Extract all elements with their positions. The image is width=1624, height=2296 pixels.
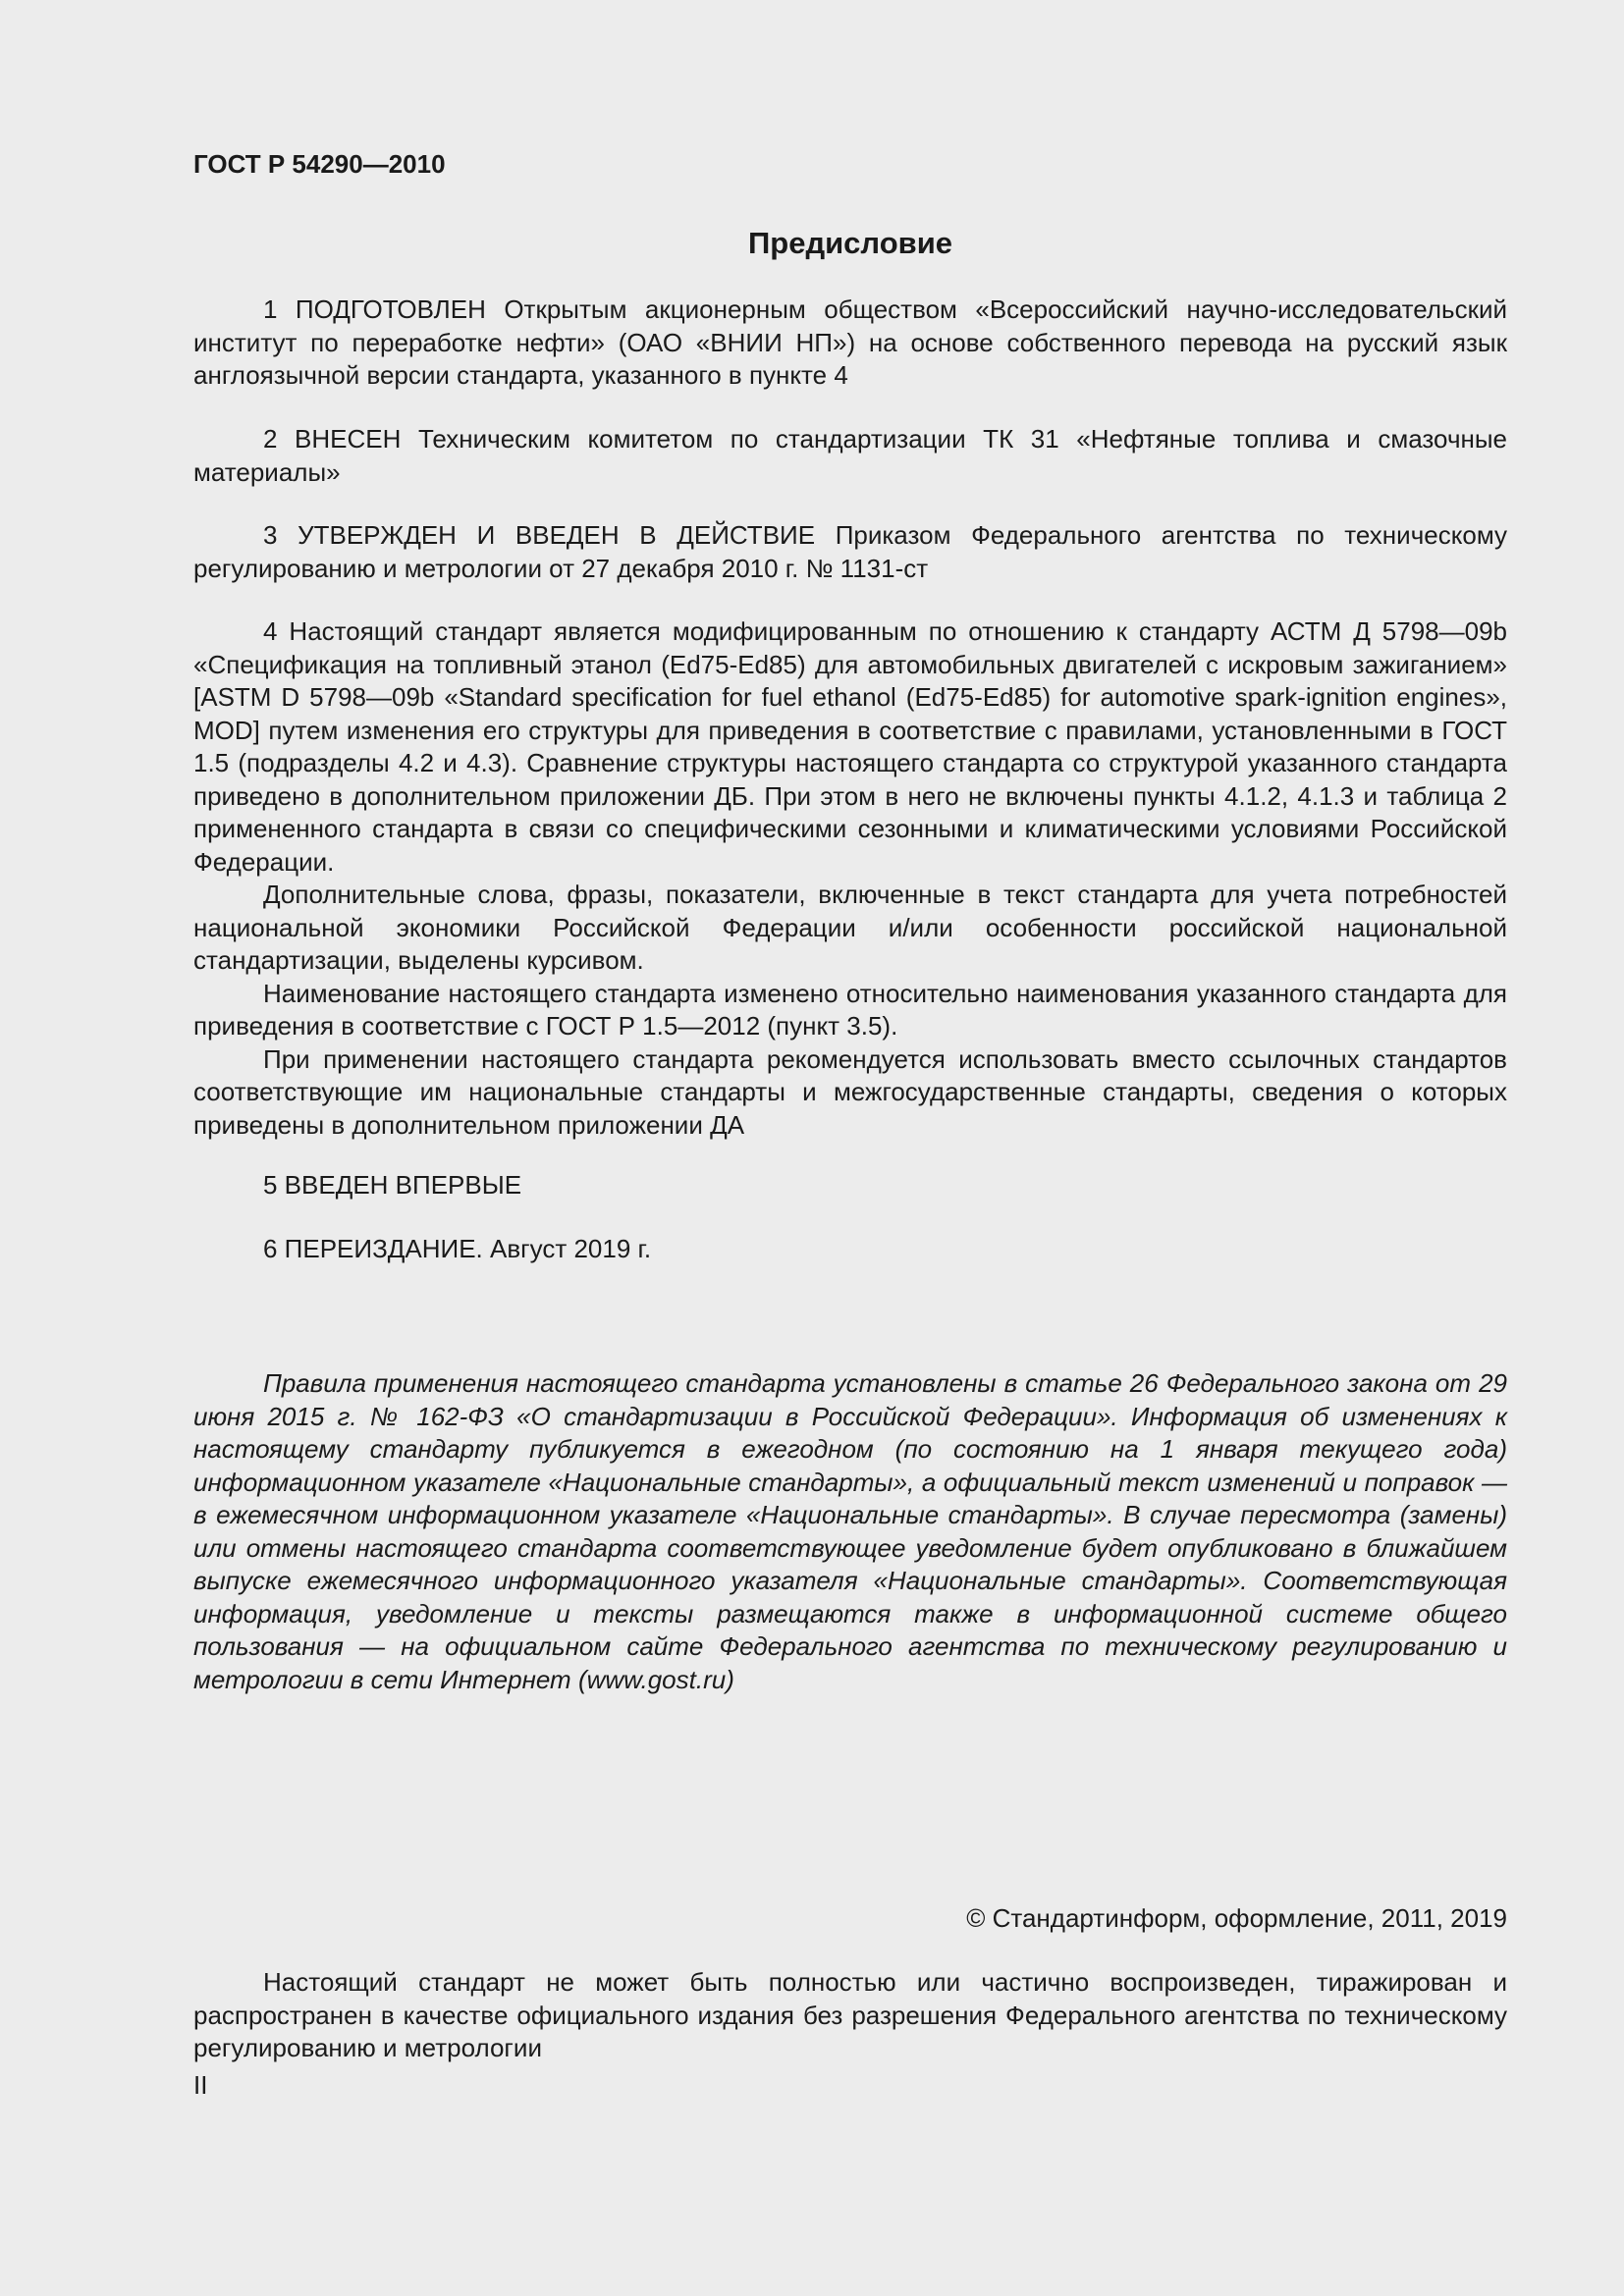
preface-item-1: [193, 294, 1507, 393]
page-number: II: [193, 2070, 208, 2100]
document-id: ГОСТ Р 54290—2010: [193, 149, 446, 179]
preface-item-4-paragraph-3: Наименование настоящего стандарта изменено относительно наименования указанного стандарта для приведения в соответствие с ГОСТ Р 1.5—2012 (пункт 3.5).: [193, 978, 1507, 1041]
preface-item-4-paragraph-4: При применении настоящего стандарта рекомендуется использовать вместо ссылочных стандартов соответствующие им национальные стандарты и межгосударственные стандарты, сведения о которых приведены в дополнительном приложении ДА: [193, 1043, 1507, 1140]
preface-item-3-text: 3 УТВЕРЖДЕН И ВВЕДЕН В ДЕЙСТВИЕ Приказом Федерального агентства по техническому регулированию и метрологии от 27 декабря 2010 г. № 1131-ст: [193, 520, 1507, 583]
preface-item-4-paragraph-1: 4 Настоящий стандарт является модифицированным по отношению к стандарту АСТМ Д 5798—09b «Спецификация на топливный этанол (Ed75-Ed85) для автомобильных двигателей с искровым зажиганием» [ASTM D 5798—09b «Standard specification for fuel ethanol (Ed75-Ed85) for automotive spark-ignition engines», MOD] путем изменения его структуры для приведения в соответствие с правилами, установленными в ГОСТ 1.5 (подразделы 4.2 и 4.3). Сравнение структуры настоящего стандарта со структурой указанного стандарта приведено в дополнительном приложении ДБ. При этом в него не включены пункты 4.1.2, 4.1.3 и таблица 2 примененного стандарта в связи со специфическими сезонными и климатическими условиями Российской Федерации.: [193, 616, 1507, 877]
reproduction-notice: [193, 1966, 1507, 2065]
page-title: Предисловие: [747, 226, 952, 260]
reproduction-notice-text: Настоящий стандарт не может быть полностью или частично воспроизведен, тиражирован и распространен в качестве официального издания без разрешения Федерального агентства по техническому регулированию и метрологии: [193, 1967, 1507, 2062]
preface-item-4: [193, 615, 1507, 1142]
preface-item-5: [193, 1169, 1507, 1202]
rules-notice: [193, 1367, 1507, 1696]
preface-item-6-text: 6 ПЕРЕИЗДАНИЕ. Август 2019 г.: [263, 1234, 652, 1263]
preface-item-2: [193, 423, 1507, 489]
rules-notice-text: Правила применения настоящего стандарта установлены в статье 26 Федерального закона от 29 июня 2015 г. № 162-ФЗ «О стандартизации в Российской Федерации». Информация об изменениях к настоящему стандарту публикуется в ежегодном (по состоянию на 1 января текущего года) информационном указателе «Национальные стандарты», а официальный текст изменений и поправок — в ежемесячном информационном указателе «Национальные стандарты». В случае пересмотра (замены) или отмены настоящего стандарта соответствующее уведомление будет опубликовано в ближайшем выпуске ежемесячного информационного указателя «Национальные стандарты». Соответствующая информация, уведомление и тексты размещаются также в информационной системе общего пользования — на официальном сайте Федерального агентства по техническому регулированию и метрологии в сети Интернет (www.gost.ru): [193, 1368, 1507, 1694]
copyright-line: © Стандартинформ, оформление, 2011, 2019: [966, 1903, 1507, 1933]
preface-item-6: [193, 1233, 1507, 1266]
preface-item-4-paragraph-2: Дополнительные слова, фразы, показатели, включенные в текст стандарта для учета потребностей национальной экономики Российской Федерации и/или особенности российской национальной стандартизации, выделены курсивом.: [193, 880, 1507, 975]
preface-item-5-text: 5 ВВЕДЕН ВПЕРВЫЕ: [263, 1170, 522, 1200]
preface-item-2-text: 2 ВНЕСЕН Техническим комитетом по стандартизации ТК 31 «Нефтяные топлива и смазочные материалы»: [193, 424, 1507, 487]
preface-item-1-text: 1 ПОДГОТОВЛЕН Открытым акционерным обществом «Всероссийский научно-исследовательский институт по переработке нефти» (ОАО «ВНИИ НП») на основе собственного перевода на русский язык англоязычной версии стандарта, указанного в пункте 4: [193, 294, 1507, 390]
preface-item-3: [193, 519, 1507, 585]
